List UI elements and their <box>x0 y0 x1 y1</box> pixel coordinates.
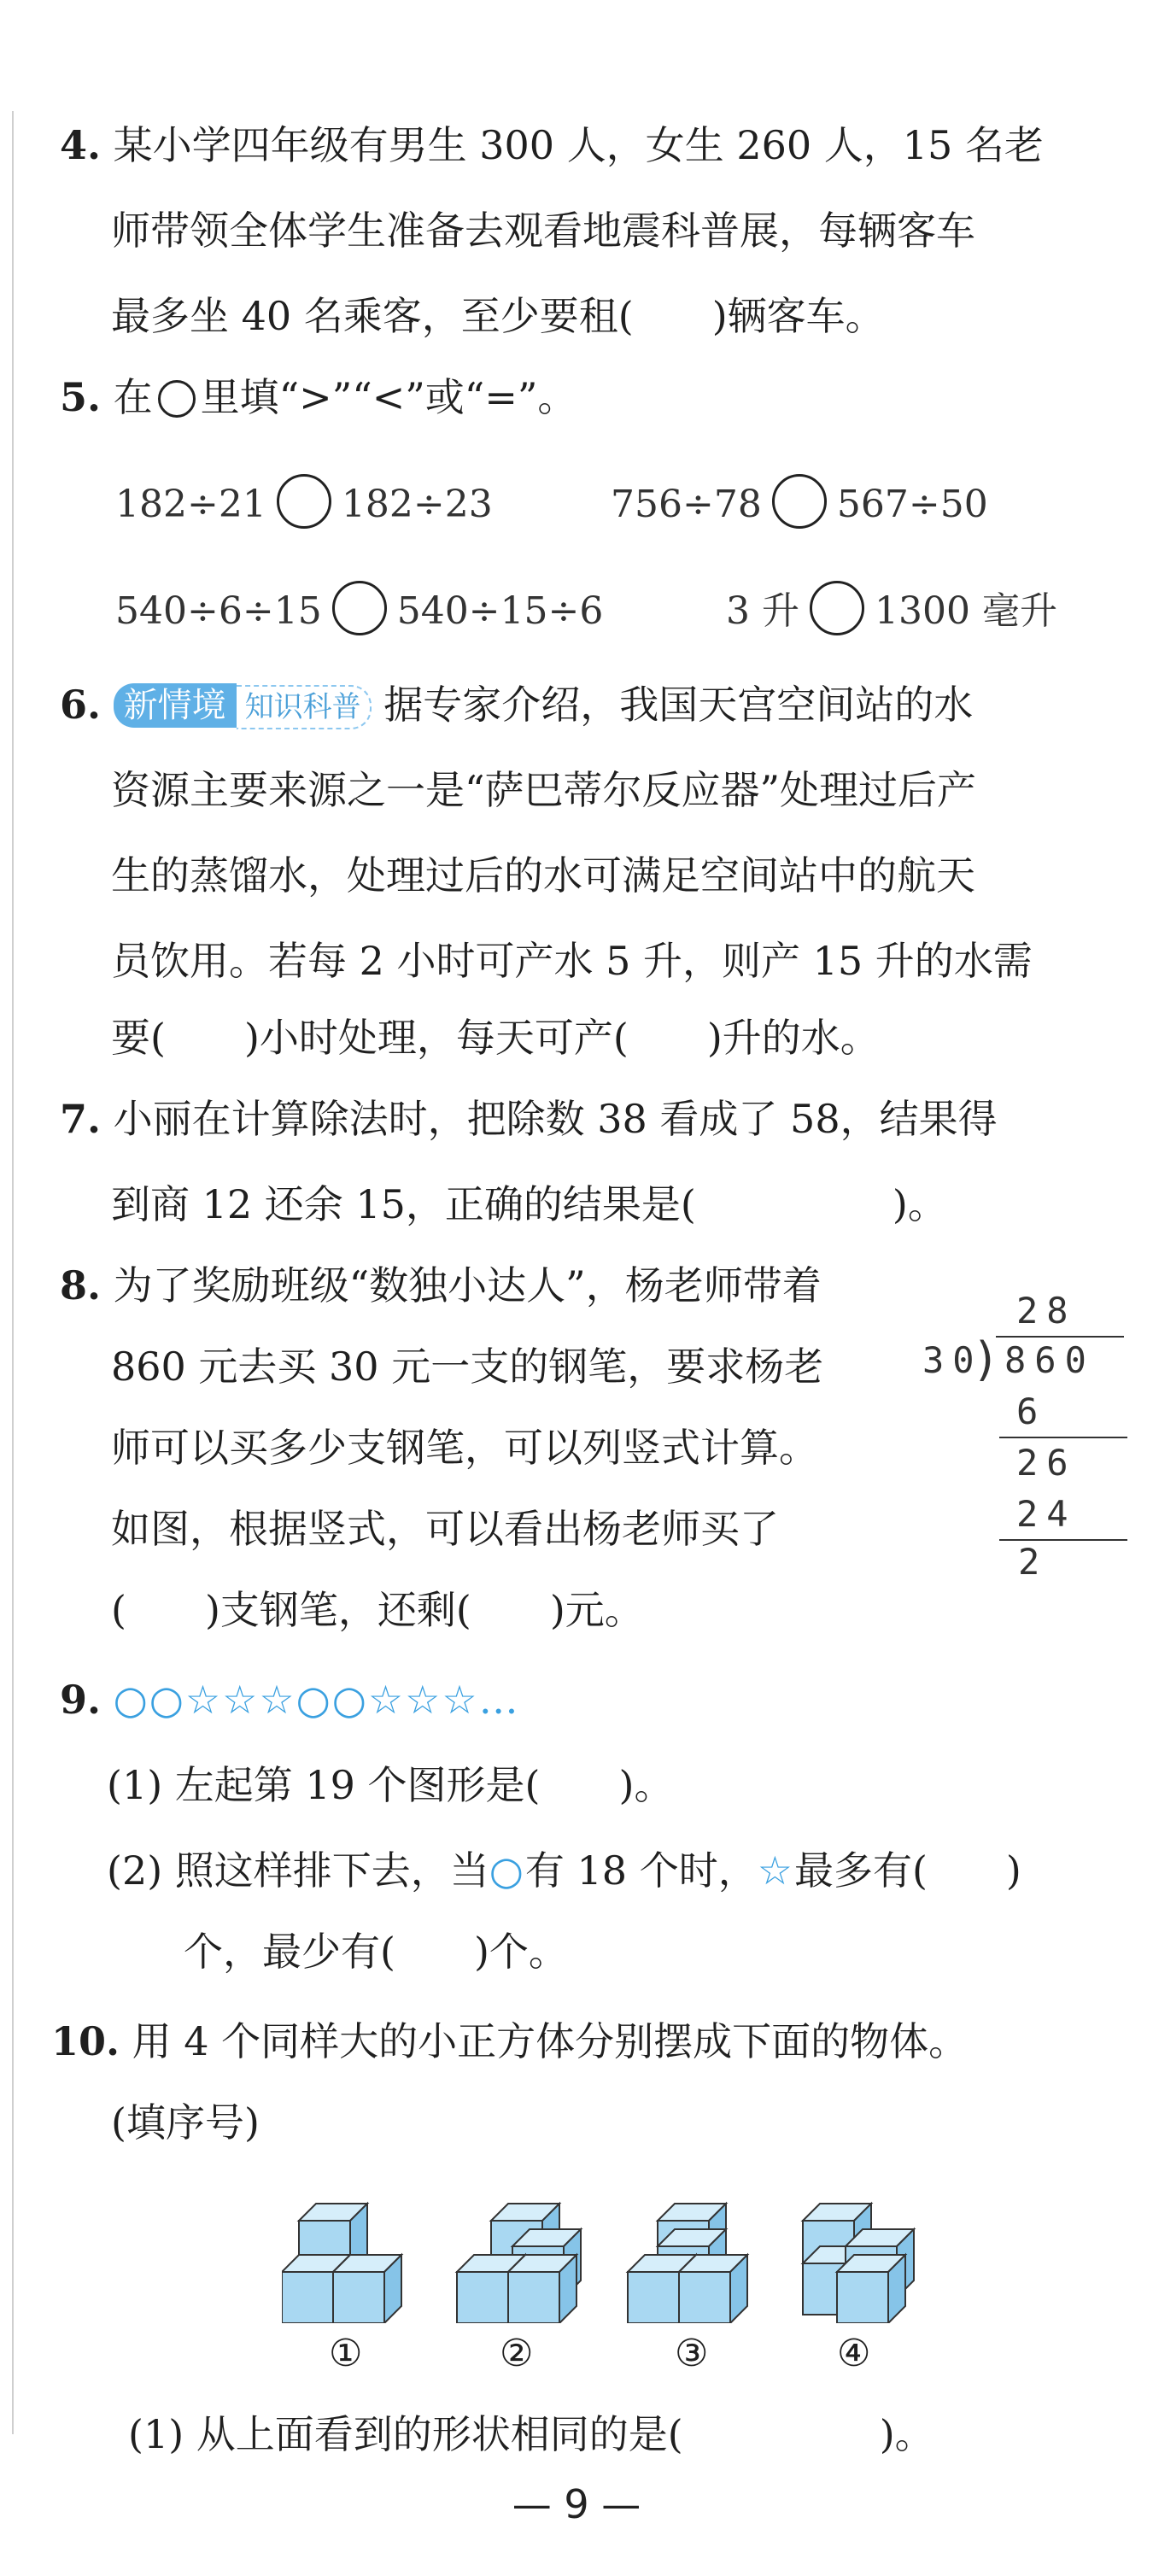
q8-line5: ( )支钢笔，还剩( )元。 <box>111 1587 644 1633</box>
q4-line3: 最多坐 40 名乘客，至少要租( )辆客车。 <box>111 293 885 339</box>
div-step1: 6 <box>1016 1390 1047 1432</box>
q6-number: 6. <box>60 682 102 728</box>
c4-left: 3 升 <box>726 589 799 633</box>
q6-line2: 资源主要来源之一是“萨巴蒂尔反应器”处理过后产 <box>111 767 977 813</box>
q8-line3: 师可以买多少支钢笔，可以列竖式计算。 <box>111 1425 818 1471</box>
div-bar <box>996 1336 1124 1338</box>
shape-pattern: ○○☆☆☆○○☆☆☆… <box>113 1677 520 1723</box>
cube-label-1: ① <box>329 2332 363 2375</box>
cube-label-3: ③ <box>675 2332 709 2375</box>
cube-figures <box>282 2187 982 2323</box>
q4-line1 <box>60 120 1044 171</box>
c3-right: 540÷15÷6 <box>396 589 604 633</box>
q5-compare-1 <box>115 474 493 530</box>
cube-figure-2 <box>457 2204 581 2323</box>
circle-shape-icon: ○ <box>489 1847 525 1894</box>
c1-left: 182÷21 <box>115 483 266 526</box>
cube-label-4: ④ <box>837 2332 871 2375</box>
answer-circle-4[interactable] <box>810 581 864 635</box>
div-remainder: 2 <box>1018 1541 1049 1583</box>
q6-line3: 生的蒸馏水，处理过后的水可满足空间站中的航天 <box>111 852 975 899</box>
q5-post: 里填“>”“<”或“=”。 <box>200 374 577 420</box>
q10-number: 10. <box>51 2018 120 2064</box>
q7-number: 7. <box>60 1096 102 1142</box>
q6-line5: 要( )小时处理，每天可产( )升的水。 <box>111 1015 880 1061</box>
answer-circle-1[interactable] <box>277 474 331 529</box>
q9-number: 9. <box>60 1677 102 1723</box>
star-shape-icon: ☆ <box>757 1847 794 1894</box>
science-badge: 知识科普 <box>237 685 372 729</box>
q8-line2: 860 元去买 30 元一支的钢笔，要求杨老 <box>111 1344 824 1390</box>
q10-line2: (填序号) <box>111 2099 260 2146</box>
q9-part1: (1) 左起第 19 个图形是( )。 <box>107 1762 674 1808</box>
answer-circle-3[interactable] <box>332 581 387 635</box>
q5-compare-3 <box>115 581 603 637</box>
long-division <box>922 1290 1127 1583</box>
q7-line2: 到商 12 还余 15，正确的结果是( )。 <box>111 1181 947 1227</box>
div-line-1 <box>999 1437 1127 1438</box>
div-bracket: ) <box>972 1332 1009 1386</box>
new-context-badge: 新情境 <box>114 683 237 728</box>
cube-figure-1 <box>282 2204 401 2323</box>
q4-number: 4. <box>60 122 102 168</box>
margin-rule <box>12 111 14 2434</box>
div-divisor: 30 <box>922 1339 983 1381</box>
q4-line2: 师带领全体学生准备去观看地震科普展，每辆客车 <box>111 208 975 254</box>
q5-pre: 在 <box>113 374 153 420</box>
q7-line1 <box>60 1093 998 1145</box>
page-number: — 9 — <box>512 2481 641 2527</box>
cube-figure-3 <box>628 2204 747 2323</box>
q9-part2-b: 有 18 个时， <box>524 1847 758 1894</box>
c1-right: 182÷23 <box>341 483 493 526</box>
c3-left: 540÷6÷15 <box>115 589 322 633</box>
q8-text-1: 为了奖励班级“数独小达人”，杨老师带着 <box>113 1262 822 1308</box>
q10-part1: (1) 从上面看到的形状相同的是( )。 <box>128 2411 934 2457</box>
q5-compare-4 <box>726 581 1057 637</box>
q10-line1 <box>51 2016 968 2067</box>
answer-circle-2[interactable] <box>772 474 827 529</box>
q5-line1 <box>60 372 576 423</box>
q9-part2 <box>107 1845 1021 1896</box>
q8-line4: 如图，根据竖式，可以看出杨老师买了 <box>111 1506 779 1552</box>
q7-text-1: 小丽在计算除法时，把除数 38 看成了 58，结果得 <box>113 1096 998 1142</box>
q6-line1 <box>60 679 973 730</box>
q10-text-1: 用 4 个同样大的小正方体分别摆成下面的物体。 <box>132 2018 969 2064</box>
q8-line1 <box>60 1260 822 1311</box>
c4-right: 1300 毫升 <box>874 589 1057 633</box>
div-step3: 24 <box>1016 1493 1077 1535</box>
q5-number: 5. <box>60 374 102 420</box>
q6-line4: 员饮用。若每 2 小时可产水 5 升，则产 15 升的水需 <box>111 938 1033 984</box>
q6-text-1: 据专家介绍，我国天宫空间站的水 <box>383 682 974 728</box>
div-step2: 26 <box>1016 1442 1077 1484</box>
cube-labels <box>0 2332 1153 2383</box>
cube-label-2: ② <box>500 2332 534 2375</box>
div-dividend: 860 <box>1004 1339 1095 1381</box>
div-quotient: 28 <box>1016 1290 1077 1332</box>
q4-text-1: 某小学四年级有男生 300 人，女生 260 人，15 名老 <box>113 122 1044 168</box>
compare-circle-icon <box>158 380 196 418</box>
c2-left: 756÷78 <box>611 483 762 526</box>
q9-part2-c: 最多有( ) <box>793 1847 1021 1894</box>
q9-line1 <box>60 1674 520 1725</box>
q5-compare-2 <box>611 474 988 530</box>
c2-right: 567÷50 <box>836 483 988 526</box>
q9-part2-a: (2) 照这样排下去，当 <box>107 1847 489 1894</box>
q8-number: 8. <box>60 1262 102 1308</box>
cube-figure-4 <box>803 2204 914 2323</box>
q9-part2-line2: 个，最少有( )个。 <box>184 1929 568 1975</box>
